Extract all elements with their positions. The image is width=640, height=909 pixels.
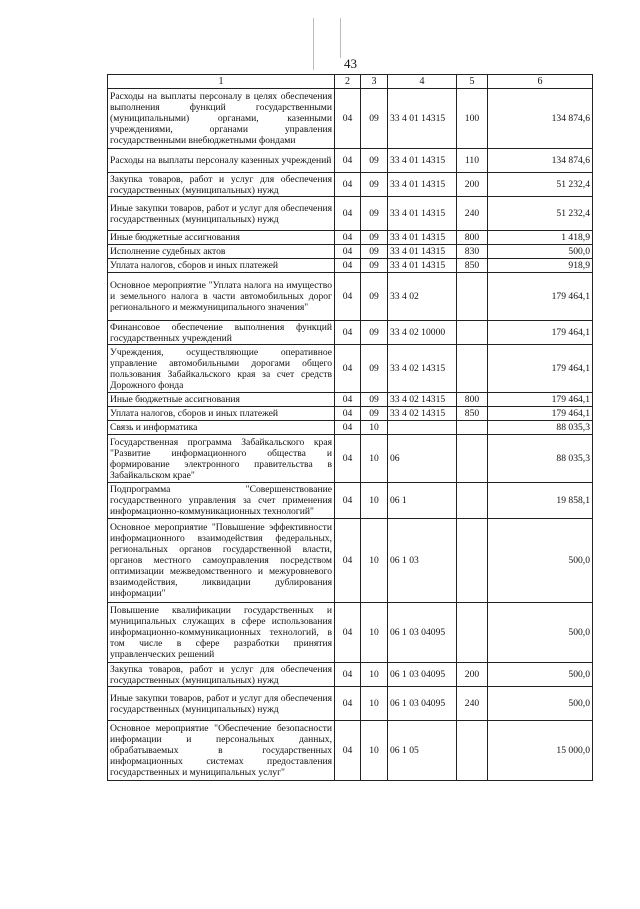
budget-table — [107, 74, 593, 781]
row-target-article: 06 1 03 04095 — [388, 603, 457, 663]
row-section: 04 — [335, 407, 361, 421]
row-amount: 179 464,1 — [488, 407, 593, 421]
table-row — [108, 345, 593, 393]
row-expense-type: 110 — [457, 149, 488, 173]
row-expense-type: 200 — [457, 173, 488, 197]
row-amount: 134 874,6 — [488, 89, 593, 149]
row-subsection: 10 — [361, 519, 388, 603]
row-section: 04 — [335, 273, 361, 321]
header-col-5: 5 — [457, 75, 488, 89]
row-expense-type — [457, 435, 488, 483]
row-expense-type — [457, 483, 488, 519]
row-name: Государственная программа Забайкальского края "Развитие информационного общества и формирование электронного правительства в Забайкальском крае" — [108, 435, 335, 483]
row-name: Закупка товаров, работ и услуг для обеспечения государственных (муниципальных) нужд — [108, 663, 335, 687]
row-name: Связь и информатика — [108, 421, 335, 435]
row-subsection: 10 — [361, 603, 388, 663]
row-subsection: 10 — [361, 687, 388, 721]
row-target-article: 06 1 05 — [388, 721, 457, 781]
row-amount: 179 464,1 — [488, 393, 593, 407]
row-name: Подпрограмма "Совершенствование государственного управления за счет применения информационно-коммуникационных технологий" — [108, 483, 335, 519]
row-section: 04 — [335, 245, 361, 259]
row-amount: 19 858,1 — [488, 483, 593, 519]
row-name: Закупка товаров, работ и услуг для обеспечения государственных (муниципальных) нужд — [108, 173, 335, 197]
row-section: 04 — [335, 603, 361, 663]
row-amount: 918,9 — [488, 259, 593, 273]
header-row — [108, 75, 593, 89]
table-body — [108, 89, 593, 781]
row-expense-type: 200 — [457, 663, 488, 687]
row-target-article: 33 4 02 10000 — [388, 321, 457, 345]
row-subsection: 10 — [361, 663, 388, 687]
page-number: 43 — [344, 56, 357, 71]
row-expense-type — [457, 421, 488, 435]
row-name: Иные бюджетные ассигнования — [108, 231, 335, 245]
row-amount: 179 464,1 — [488, 273, 593, 321]
table-row — [108, 259, 593, 273]
row-section: 04 — [335, 149, 361, 173]
row-target-article: 06 1 03 — [388, 519, 457, 603]
row-section: 04 — [335, 89, 361, 149]
row-section: 04 — [335, 321, 361, 345]
row-section: 04 — [335, 421, 361, 435]
row-expense-type — [457, 321, 488, 345]
header-col-2: 2 — [335, 75, 361, 89]
table-row — [108, 245, 593, 259]
row-target-article: 33 4 01 14315 — [388, 259, 457, 273]
row-expense-type: 100 — [457, 89, 488, 149]
row-section: 04 — [335, 721, 361, 781]
row-amount: 500,0 — [488, 519, 593, 603]
row-target-article: 06 1 03 04095 — [388, 663, 457, 687]
row-section: 04 — [335, 483, 361, 519]
row-amount: 179 464,1 — [488, 345, 593, 393]
row-expense-type — [457, 603, 488, 663]
row-section: 04 — [335, 197, 361, 231]
table-row — [108, 173, 593, 197]
scan-mark-left — [313, 18, 314, 70]
row-expense-type — [457, 345, 488, 393]
row-subsection: 09 — [361, 407, 388, 421]
row-expense-type: 240 — [457, 687, 488, 721]
row-target-article: 33 4 01 14315 — [388, 149, 457, 173]
row-subsection: 09 — [361, 345, 388, 393]
row-amount: 500,0 — [488, 663, 593, 687]
table-row — [108, 231, 593, 245]
table-row — [108, 435, 593, 483]
header-col-1: 1 — [108, 75, 335, 89]
row-subsection: 09 — [361, 245, 388, 259]
table-row — [108, 197, 593, 231]
row-expense-type: 800 — [457, 231, 488, 245]
row-expense-type: 850 — [457, 407, 488, 421]
row-subsection: 09 — [361, 273, 388, 321]
row-target-article: 33 4 01 14315 — [388, 231, 457, 245]
row-target-article: 33 4 01 14315 — [388, 197, 457, 231]
row-target-article: 33 4 01 14315 — [388, 89, 457, 149]
row-section: 04 — [335, 435, 361, 483]
row-expense-type: 800 — [457, 393, 488, 407]
row-name: Основное мероприятие "Уплата налога на имущество и земельного налога в части автомобильных дорог регионального и межмуниципального значения" — [108, 273, 335, 321]
header-col-6: 6 — [488, 75, 593, 89]
table-row — [108, 407, 593, 421]
row-name: Иные закупки товаров, работ и услуг для обеспечения государственных (муниципальных) нужд — [108, 687, 335, 721]
table-row — [108, 603, 593, 663]
table-row — [108, 273, 593, 321]
row-subsection: 09 — [361, 259, 388, 273]
row-section: 04 — [335, 345, 361, 393]
row-target-article: 33 4 02 14315 — [388, 345, 457, 393]
row-expense-type: 240 — [457, 197, 488, 231]
table-header — [108, 75, 593, 89]
row-amount: 179 464,1 — [488, 321, 593, 345]
row-name: Учреждения, осуществляющие оперативное управление автомобильными дорогами общего пользования Забайкальского края за счет средств Дорожного фонда — [108, 345, 335, 393]
table-row — [108, 663, 593, 687]
row-amount: 1 418,9 — [488, 231, 593, 245]
row-amount: 51 232,4 — [488, 173, 593, 197]
row-subsection: 09 — [361, 321, 388, 345]
row-subsection: 09 — [361, 173, 388, 197]
row-section: 04 — [335, 393, 361, 407]
row-name: Уплата налогов, сборов и иных платежей — [108, 259, 335, 273]
header-col-3: 3 — [361, 75, 388, 89]
table-row — [108, 149, 593, 173]
row-expense-type: 830 — [457, 245, 488, 259]
row-subsection: 09 — [361, 149, 388, 173]
row-name: Расходы на выплаты персоналу казенных учреждений — [108, 149, 335, 173]
row-name: Финансовое обеспечение выполнения функций государственных учреждений — [108, 321, 335, 345]
row-subsection: 09 — [361, 197, 388, 231]
row-amount: 88 035,3 — [488, 435, 593, 483]
row-name: Расходы на выплаты персоналу в целях обеспечения выполнения функций государственными (муниципальными) органами, казенными учреждениями, органами управления государственными внебюджетными фондами — [108, 89, 335, 149]
table-row — [108, 393, 593, 407]
row-amount: 88 035,3 — [488, 421, 593, 435]
table-row — [108, 519, 593, 603]
table-row — [108, 321, 593, 345]
scan-mark-right — [340, 18, 341, 58]
row-target-article: 06 1 03 04095 — [388, 687, 457, 721]
row-amount: 500,0 — [488, 603, 593, 663]
row-name: Иные бюджетные ассигнования — [108, 393, 335, 407]
table-row — [108, 721, 593, 781]
row-name: Уплата налогов, сборов и иных платежей — [108, 407, 335, 421]
row-name: Основное мероприятие "Повышение эффективности информационного взаимодействия федеральных, региональных органов государственной власти, органов местного самоуправления посредством оптимизации межведомственного и межуровневого взаимодействия, ликвидации дублирования информации" — [108, 519, 335, 603]
row-expense-type: 850 — [457, 259, 488, 273]
row-amount: 500,0 — [488, 245, 593, 259]
table-row — [108, 89, 593, 149]
row-name: Основное мероприятие "Обеспечение безопасности информации и персональных данных, обрабатываемых в государственных информационных системах предоставления государственных и муниципальных услуг" — [108, 721, 335, 781]
row-name: Иные закупки товаров, работ и услуг для обеспечения государственных (муниципальных) нужд — [108, 197, 335, 231]
row-amount: 500,0 — [488, 687, 593, 721]
row-target-article: 06 1 — [388, 483, 457, 519]
header-col-4: 4 — [388, 75, 457, 89]
row-name: Повышение квалификации государственных и муниципальных служащих в сфере использования информационно-коммуникационных технологий, в том числе в сфере разработки принятия управленческих решений — [108, 603, 335, 663]
table-row — [108, 483, 593, 519]
row-amount: 15 000,0 — [488, 721, 593, 781]
row-target-article — [388, 421, 457, 435]
row-amount: 134 874,6 — [488, 149, 593, 173]
row-section: 04 — [335, 519, 361, 603]
row-section: 04 — [335, 231, 361, 245]
row-subsection: 09 — [361, 393, 388, 407]
row-name: Исполнение судебных актов — [108, 245, 335, 259]
row-expense-type — [457, 721, 488, 781]
row-expense-type — [457, 273, 488, 321]
row-subsection: 10 — [361, 721, 388, 781]
row-target-article: 06 — [388, 435, 457, 483]
row-subsection: 10 — [361, 483, 388, 519]
row-section: 04 — [335, 687, 361, 721]
row-target-article: 33 4 02 14315 — [388, 393, 457, 407]
row-amount: 51 232,4 — [488, 197, 593, 231]
row-target-article: 33 4 01 14315 — [388, 173, 457, 197]
row-target-article: 33 4 02 14315 — [388, 407, 457, 421]
row-target-article: 33 4 02 — [388, 273, 457, 321]
table-row — [108, 421, 593, 435]
row-target-article: 33 4 01 14315 — [388, 245, 457, 259]
table-row — [108, 687, 593, 721]
row-subsection: 09 — [361, 231, 388, 245]
row-subsection: 09 — [361, 89, 388, 149]
row-expense-type — [457, 519, 488, 603]
row-section: 04 — [335, 173, 361, 197]
row-section: 04 — [335, 259, 361, 273]
row-subsection: 10 — [361, 435, 388, 483]
row-subsection: 10 — [361, 421, 388, 435]
row-section: 04 — [335, 663, 361, 687]
